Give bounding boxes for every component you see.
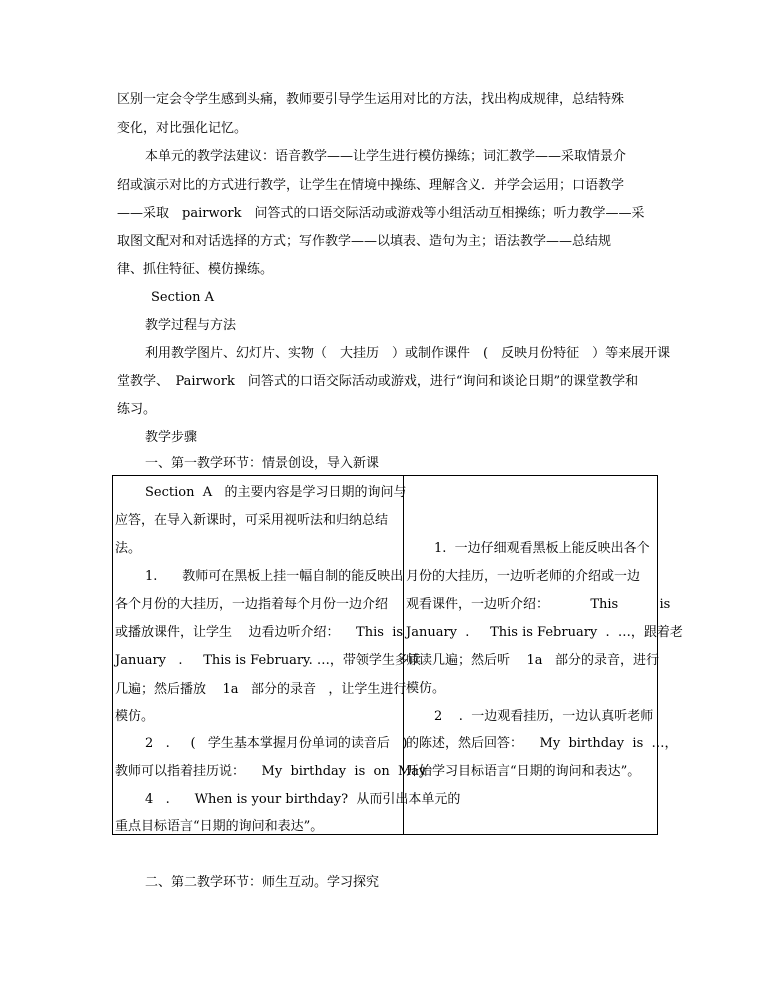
steps-heading: 教学步骤	[145, 430, 198, 445]
paragraph-3-line-2: 堂教学、 Pairwork 问答式的口语交际活动或游戏，进行“询问和谈论日期”的课堂教学和	[117, 374, 639, 389]
student-activity-line-5: 师读几遍；然后听 1a 部分的录音，进行	[406, 653, 659, 668]
student-activity-line-4: January . This is February . …，跟着老	[406, 625, 683, 640]
section-heading: Section A	[151, 290, 214, 305]
teacher-activity-line-8: 几遍；然后播放 1a 部分的录音 ，让学生进行	[115, 682, 407, 697]
paragraph-2-line-5: 律、抓住特征、模仿操练。	[117, 262, 274, 277]
teacher-activity-line-10: 2 . ( 学生基本掌握月份单词的读音后 )	[145, 736, 408, 751]
lesson-table	[112, 475, 683, 835]
teacher-activity-line-2: 应答，在导入新课时，可采用视听法和归纳总结	[115, 513, 389, 528]
student-activity-line-3: 观看课件，一边听介绍： This is	[406, 597, 671, 612]
teacher-activity-line-11: 教师可以指着挂历说： My birthday is on May	[115, 764, 427, 779]
teacher-activity-line-7: January . This is February. …，带领学生多读	[115, 653, 421, 668]
student-activity-line-2: 月份的大挂历，一边听老师的介绍或一边	[406, 569, 641, 584]
paragraph-1-line-2: 变化，对比强化记忆。	[117, 121, 248, 136]
student-activity-line-8: 的陈述，然后回答： My birthday is …，	[406, 736, 678, 751]
student-activity-line-7: 2 . 一边观看挂历，一边认真听老师	[434, 709, 654, 724]
paragraph-1-line-1: 区别一定会令学生感到头痛，教师要引导学生运用对比的方法，找出构成规律，总结特殊	[117, 92, 625, 107]
teacher-activity-line-12: 4 . When is your birthday? 从而引出本单元的	[145, 792, 461, 807]
teacher-activity-line-4: 1. 教师可在黑板上挂一幅自制的能反映出	[145, 569, 404, 584]
student-activity-line-1: 1. 一边仔细观看黑板上能反映出各个	[434, 541, 650, 556]
paragraph-3-line-1: 利用教学图片、幻灯片、实物（ 大挂历 ）或制作课件 ( 反映月份特征 ）等来展开课	[145, 346, 671, 361]
paragraph-2-line-2: 绍或演示对比的方式进行教学，让学生在情境中操练、理解含义．并学会运用；口语教学	[117, 178, 625, 193]
student-activity-line-9: 开始学习目标语言“日期的询问和表达”。	[406, 764, 641, 779]
paragraph-3-line-3: 练习。	[117, 402, 157, 417]
table-row	[113, 476, 658, 835]
teacher-activity-line-3: 法。	[115, 541, 142, 556]
teacher-activity-line-13: 重点目标语言“日期的询问和表达”。	[115, 819, 324, 834]
paragraph-2-line-3: ——采取 pairwork 问答式的口语交际活动或游戏等小组活动互相操练；听力教学——采	[117, 206, 645, 221]
paragraph-2-line-4: 取图文配对和对话选择的方式；写作教学——以填表、造句为主；语法教学——总结规	[117, 234, 612, 249]
teacher-activity-cell	[113, 476, 461, 835]
student-activity-cell	[404, 476, 683, 835]
process-heading: 教学过程与方法	[145, 318, 237, 333]
paragraph-2-line-1: 本单元的教学法建议：语音教学——让学生进行模仿操练；词汇教学——采取情景介	[145, 149, 627, 164]
teacher-activity-line-5: 各个月份的大挂历，一边指着每个月份一边介绍	[115, 597, 389, 612]
teacher-activity-line-6: 或播放课件，让学生 边看边听介绍： This is	[115, 625, 404, 640]
step-1-heading: 一、第一教学环节：情景创设，导入新课	[145, 456, 380, 471]
student-activity-line-6: 模仿。	[406, 681, 446, 696]
step-2-heading: 二、第二教学环节：师生互动。学习探究	[145, 875, 380, 890]
teacher-activity-line-1: Section A 的主要内容是学习日期的询问与	[145, 485, 407, 500]
teacher-activity-line-9: 模仿。	[115, 709, 155, 724]
